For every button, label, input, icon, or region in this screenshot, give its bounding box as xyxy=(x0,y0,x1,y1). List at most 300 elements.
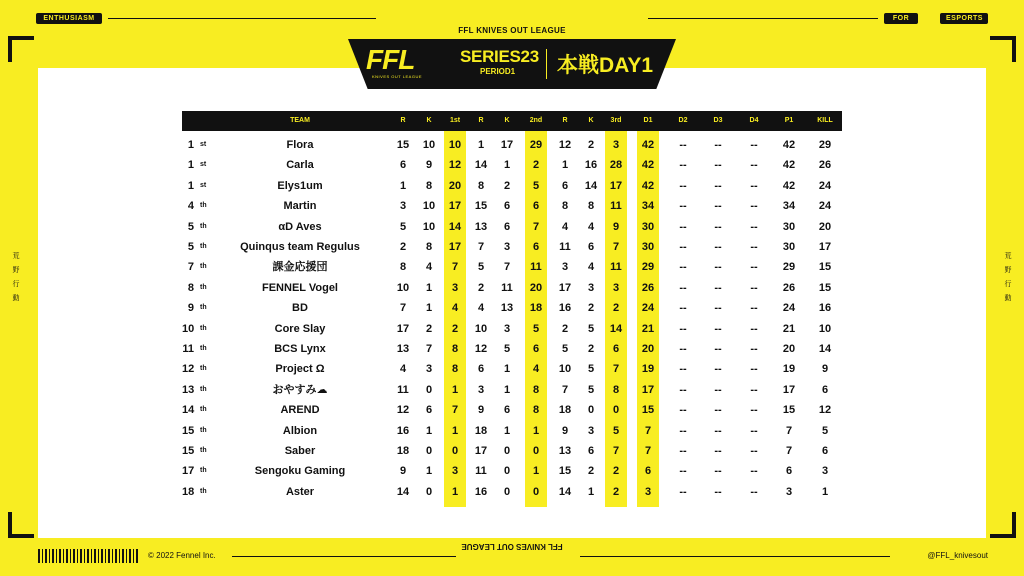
score-cell: 12 xyxy=(818,404,832,417)
score-cell: 3 xyxy=(644,485,652,498)
score-cell: 7 xyxy=(612,241,620,253)
score-cell: -- xyxy=(714,200,722,213)
table-row xyxy=(182,482,842,502)
score-cell: 24 xyxy=(818,179,832,192)
score-cell: 11 xyxy=(397,383,409,396)
score-cell: 6 xyxy=(503,220,511,233)
barcode-graphic xyxy=(38,549,138,563)
score-cell: 1 xyxy=(477,139,485,151)
score-cell: 4 xyxy=(587,220,595,233)
table-row xyxy=(182,461,842,481)
rank-suffix: th xyxy=(200,406,207,414)
score-cell: 21 xyxy=(782,322,796,335)
score-cell: 1 xyxy=(503,363,511,376)
score-cell: 2 xyxy=(561,322,569,335)
rank-number: 12 xyxy=(182,363,195,376)
tag-esports: ESPORTS xyxy=(940,13,988,24)
table-row xyxy=(182,359,842,379)
score-cell: 4 xyxy=(587,261,595,274)
rank-suffix: st xyxy=(200,181,207,189)
score-cell: 2 xyxy=(451,322,459,335)
team-name: Core Slay xyxy=(274,322,326,335)
score-cell: 0 xyxy=(503,485,511,498)
corner-bracket-bottom-right xyxy=(990,512,1016,538)
team-name: BD xyxy=(292,302,308,315)
score-cell: 4 xyxy=(425,261,433,274)
score-cell: 3 xyxy=(612,281,620,294)
table-row xyxy=(182,176,842,196)
score-cell: 5 xyxy=(612,424,620,437)
score-cell: 18 xyxy=(474,424,488,437)
score-cell: 0 xyxy=(425,383,433,396)
score-cell: -- xyxy=(679,200,687,213)
score-cell: 9 xyxy=(612,220,620,233)
rank-suffix: th xyxy=(200,345,207,352)
score-cell: 20 xyxy=(782,343,796,355)
table-row xyxy=(182,257,842,277)
score-cell: 16 xyxy=(584,159,598,172)
score-cell: 5 xyxy=(821,424,829,437)
score-cell: 2 xyxy=(532,159,540,172)
score-cell: 2 xyxy=(503,179,511,192)
score-cell: 11 xyxy=(610,200,622,213)
score-cell: 2 xyxy=(587,465,595,478)
score-cell: 9 xyxy=(821,363,829,376)
score-cell: -- xyxy=(750,363,758,376)
score-cell: 6 xyxy=(561,179,569,192)
score-cell: 18 xyxy=(529,302,543,315)
score-cell: 3 xyxy=(399,200,407,213)
top-line-right xyxy=(648,18,878,19)
score-cell: 1 xyxy=(561,159,569,172)
score-cell: 1 xyxy=(532,465,540,478)
table-row xyxy=(182,421,842,441)
score-cell: 5 xyxy=(503,343,511,355)
score-cell: 10 xyxy=(422,220,436,233)
rank-suffix: st xyxy=(200,161,207,169)
day-title: 本戦DAY1 xyxy=(557,54,654,77)
score-cell: 4 xyxy=(451,302,459,315)
table-row xyxy=(182,196,842,216)
score-cell: 5 xyxy=(477,261,485,274)
side-text-left: 荒 野 行 動 xyxy=(12,253,20,302)
rank-suffix: th xyxy=(200,202,207,210)
score-cell: 3 xyxy=(612,139,620,151)
score-cell: -- xyxy=(714,179,722,192)
score-cell: 7 xyxy=(785,424,793,437)
score-cell: -- xyxy=(679,159,687,172)
score-cell: 42 xyxy=(782,139,796,151)
team-name: Quinqus team Regulus xyxy=(240,241,360,253)
score-cell: 42 xyxy=(641,179,655,192)
score-cell: 2 xyxy=(612,302,620,315)
score-cell: 24 xyxy=(818,200,832,213)
score-cell: -- xyxy=(750,302,758,315)
corner-bracket-top-right xyxy=(990,36,1016,62)
column-header: TEAM xyxy=(290,117,310,124)
score-cell: 20 xyxy=(448,179,462,192)
score-cell: 3 xyxy=(477,383,485,396)
tag-for: FOR xyxy=(884,13,918,24)
score-cell: 3 xyxy=(425,363,433,376)
column-header: P1 xyxy=(784,117,794,124)
ffl-logo-subtitle: KNIVES OUT LEAGUE xyxy=(372,74,422,79)
corner-bracket-bottom-left xyxy=(8,512,34,538)
rank-suffix: th xyxy=(200,365,207,373)
period-label: PERIOD1 xyxy=(480,67,516,76)
score-cell: -- xyxy=(714,261,722,274)
rank-number: 1 xyxy=(187,179,194,192)
score-cell: 1 xyxy=(451,485,459,498)
column-header: 3rd xyxy=(610,117,622,124)
score-cell: 6 xyxy=(821,445,829,457)
score-cell: 6 xyxy=(644,465,652,478)
score-cell: 8 xyxy=(425,179,433,192)
score-cell: 29 xyxy=(641,261,655,274)
column-header: 1st xyxy=(449,117,461,124)
score-cell: -- xyxy=(714,404,722,417)
score-cell: 0 xyxy=(503,445,511,457)
team-name: Saber xyxy=(284,445,316,457)
score-cell: 13 xyxy=(558,445,572,457)
score-cell: 8 xyxy=(532,404,540,417)
score-cell: 30 xyxy=(641,220,655,233)
score-cell: -- xyxy=(714,485,722,498)
score-cell: 15 xyxy=(818,281,832,294)
score-cell: 1 xyxy=(425,424,433,437)
team-name: Carla xyxy=(286,159,314,172)
score-cell: -- xyxy=(679,343,687,355)
score-cell: -- xyxy=(750,445,758,457)
score-cell: -- xyxy=(714,322,722,335)
score-cell: 8 xyxy=(451,343,459,355)
score-cell: -- xyxy=(679,220,687,233)
score-cell: 30 xyxy=(782,220,796,233)
column-header: D2 xyxy=(678,117,688,124)
score-cell: 3 xyxy=(503,241,511,253)
score-cell: -- xyxy=(679,445,687,457)
score-cell: 1 xyxy=(503,159,511,172)
score-cell: 6 xyxy=(477,363,485,376)
column-header: KILL xyxy=(817,117,833,124)
score-cell: 3 xyxy=(451,465,459,478)
rank-suffix: th xyxy=(200,243,207,250)
team-name: Aster xyxy=(285,485,315,498)
score-cell: 5 xyxy=(532,179,540,192)
score-cell: 16 xyxy=(396,424,410,437)
score-cell: 14 xyxy=(474,159,488,172)
score-cell: 17 xyxy=(448,200,462,213)
score-cell: 6 xyxy=(587,241,595,253)
score-cell: -- xyxy=(750,424,758,437)
score-cell: 6 xyxy=(399,159,407,172)
rank-suffix: th xyxy=(200,304,207,312)
score-cell: 15 xyxy=(818,261,832,274)
score-cell: 10 xyxy=(818,322,832,335)
score-cell: -- xyxy=(714,302,722,315)
score-cell: 1 xyxy=(451,424,459,437)
score-cell: 6 xyxy=(503,404,511,417)
rank-number: 14 xyxy=(182,404,195,417)
score-cell: 15 xyxy=(782,404,796,417)
score-cell: -- xyxy=(714,363,722,376)
score-cell: 10 xyxy=(448,139,462,151)
score-cell: 5 xyxy=(399,220,407,233)
table-row xyxy=(182,319,842,339)
score-cell: 13 xyxy=(396,343,410,355)
team-name: Elys1um xyxy=(277,179,323,192)
score-cell: 12 xyxy=(558,139,572,151)
table-header xyxy=(182,111,842,131)
team-name: Martin xyxy=(283,200,317,213)
score-cell: 30 xyxy=(782,241,796,253)
rank-number: 1 xyxy=(187,159,194,172)
score-cell: 3 xyxy=(503,322,511,335)
score-cell: 17 xyxy=(474,445,488,457)
score-cell: 3 xyxy=(451,281,459,294)
score-cell: 17 xyxy=(448,241,462,253)
rank-number: 17 xyxy=(182,465,195,478)
score-cell: -- xyxy=(750,261,758,274)
score-cell: 16 xyxy=(558,302,572,315)
score-cell: 0 xyxy=(425,485,433,498)
score-cell: -- xyxy=(714,465,722,478)
team-name: Project Ω xyxy=(275,363,325,376)
score-cell: 3 xyxy=(561,261,569,274)
score-cell: -- xyxy=(679,363,687,376)
score-cell: 29 xyxy=(529,139,543,151)
score-cell: -- xyxy=(750,159,758,172)
score-cell: 6 xyxy=(785,465,793,478)
score-cell: 2 xyxy=(612,465,620,478)
rank-number: 8 xyxy=(187,281,194,294)
score-cell: 1 xyxy=(532,424,540,437)
score-cell: 19 xyxy=(641,363,655,376)
score-cell: -- xyxy=(750,485,758,498)
team-name: BCS Lynx xyxy=(274,343,326,355)
score-cell: 6 xyxy=(821,383,829,396)
score-cell: 7 xyxy=(503,261,511,274)
team-name: 課金応援団 xyxy=(272,261,328,274)
score-cell: 6 xyxy=(503,200,511,213)
score-cell: 18 xyxy=(558,404,572,417)
column-header: D3 xyxy=(713,117,723,124)
score-cell: 30 xyxy=(641,241,655,253)
score-cell: 26 xyxy=(641,281,655,294)
team-name: Sengoku Gaming xyxy=(254,465,346,478)
top-line-left xyxy=(108,18,376,19)
score-cell: -- xyxy=(679,424,687,437)
rank-suffix: th xyxy=(200,222,207,230)
rank-number: 18 xyxy=(182,485,195,498)
score-cell: 0 xyxy=(503,465,511,478)
score-cell: 0 xyxy=(425,445,433,457)
score-cell: 0 xyxy=(587,404,595,417)
score-cell: 6 xyxy=(587,445,595,457)
score-cell: 2 xyxy=(587,139,595,151)
team-name: Flora xyxy=(286,139,314,151)
score-cell: 4 xyxy=(399,363,407,376)
score-cell: 13 xyxy=(474,220,488,233)
rank-suffix: th xyxy=(200,263,207,271)
score-cell: 2 xyxy=(425,322,433,335)
score-cell: 26 xyxy=(818,159,832,172)
score-cell: -- xyxy=(679,281,687,294)
score-cell: 7 xyxy=(399,302,407,315)
score-cell: 2 xyxy=(477,281,485,294)
score-cell: 14 xyxy=(558,485,572,498)
score-cell: 15 xyxy=(558,465,572,478)
tag-enthusiasm: ENTHUSIASM xyxy=(36,13,102,24)
score-cell: 7 xyxy=(612,363,620,376)
score-cell: 18 xyxy=(396,445,410,457)
score-cell: -- xyxy=(679,383,687,396)
score-cell: 26 xyxy=(782,281,796,294)
score-cell: 17 xyxy=(818,241,832,253)
score-cell: 7 xyxy=(425,343,433,355)
score-cell: -- xyxy=(714,343,722,355)
score-cell: 7 xyxy=(532,220,540,233)
score-cell: 5 xyxy=(587,363,595,376)
score-cell: 14 xyxy=(818,343,832,355)
score-cell: 8 xyxy=(587,200,595,213)
column-header: R xyxy=(478,117,484,124)
score-cell: -- xyxy=(679,302,687,315)
score-cell: 13 xyxy=(500,302,514,315)
rank-number: 15 xyxy=(182,445,195,457)
score-cell: -- xyxy=(750,241,758,253)
score-cell: 42 xyxy=(641,159,655,172)
score-cell: 19 xyxy=(782,363,796,376)
column-header: K xyxy=(504,117,510,124)
league-title-top: FFL KNIVES OUT LEAGUE xyxy=(458,26,566,35)
score-cell: 1 xyxy=(425,281,433,294)
column-header: 2nd xyxy=(529,117,543,124)
score-cell: 11 xyxy=(530,261,542,274)
column-header: K xyxy=(426,117,432,124)
score-cell: -- xyxy=(714,424,722,437)
score-cell: 11 xyxy=(501,281,513,294)
score-cell: 29 xyxy=(782,261,796,274)
score-cell: 7 xyxy=(477,241,485,253)
score-cell: 0 xyxy=(451,445,459,457)
corner-bracket-top-left xyxy=(8,36,34,62)
rank-suffix: th xyxy=(200,324,207,332)
rank-number: 5 xyxy=(187,220,194,233)
table-row xyxy=(182,155,842,175)
rank-suffix: th xyxy=(200,447,207,454)
score-cell: 14 xyxy=(609,322,623,335)
score-cell: 24 xyxy=(782,302,796,315)
score-cell: 9 xyxy=(477,404,485,417)
league-title-bottom: FFL KNIVES OUT LEAGUE xyxy=(461,542,563,551)
score-cell: 12 xyxy=(396,404,410,417)
score-cell: -- xyxy=(679,241,687,253)
score-cell: 0 xyxy=(612,404,620,417)
score-cell: 3 xyxy=(821,465,829,478)
rank-number: 15 xyxy=(182,424,195,437)
score-cell: 12 xyxy=(474,343,488,355)
score-cell: 8 xyxy=(612,383,620,396)
bottom-line-right xyxy=(580,556,890,557)
rank-number: 1 xyxy=(187,139,194,151)
score-cell: 15 xyxy=(396,139,410,151)
score-cell: 10 xyxy=(396,281,410,294)
team-name: AREND xyxy=(280,404,320,417)
score-cell: 12 xyxy=(448,159,462,172)
table-row xyxy=(182,380,842,400)
column-header: D1 xyxy=(643,117,653,124)
score-cell: -- xyxy=(679,465,687,478)
column-header: D4 xyxy=(749,117,759,124)
score-cell: 0 xyxy=(532,485,540,498)
rank-number: 13 xyxy=(182,383,195,396)
rank-number: 7 xyxy=(187,261,194,274)
score-cell: 1 xyxy=(587,485,595,498)
table-row xyxy=(182,217,842,237)
score-cell: 7 xyxy=(612,445,620,457)
score-cell: -- xyxy=(714,383,722,396)
score-cell: 8 xyxy=(451,363,459,376)
score-cell: 1 xyxy=(399,179,407,192)
score-cell: 11 xyxy=(610,261,622,274)
score-cell: 21 xyxy=(641,322,655,335)
table-row xyxy=(182,441,842,461)
score-cell: 10 xyxy=(422,139,436,151)
score-cell: 6 xyxy=(612,343,620,355)
score-cell: 8 xyxy=(477,179,485,192)
score-cell: 17 xyxy=(500,139,514,151)
score-cell: 6 xyxy=(532,241,540,253)
score-cell: 17 xyxy=(558,281,572,294)
score-cell: -- xyxy=(679,179,687,192)
score-cell: 3 xyxy=(785,485,793,498)
score-cell: 17 xyxy=(782,383,796,396)
score-cell: -- xyxy=(750,322,758,335)
score-cell: -- xyxy=(750,200,758,213)
score-cell: 42 xyxy=(782,159,796,172)
score-cell: 17 xyxy=(641,383,655,396)
score-cell: 8 xyxy=(425,241,433,253)
score-cell: 6 xyxy=(532,200,540,213)
score-cell: -- xyxy=(750,465,758,478)
team-name: αD Aves xyxy=(278,220,322,233)
score-cell: 17 xyxy=(609,179,623,192)
score-cell: 3 xyxy=(587,281,595,294)
rank-number: 10 xyxy=(182,322,195,335)
score-cell: 7 xyxy=(785,445,793,457)
score-cell: -- xyxy=(679,404,687,417)
rank-suffix: th xyxy=(200,283,207,291)
score-cell: 28 xyxy=(609,159,623,172)
score-cell: -- xyxy=(714,220,722,233)
column-header: R xyxy=(400,117,406,124)
score-cell: 6 xyxy=(532,343,540,355)
score-cell: 4 xyxy=(561,220,569,233)
score-cell: 0 xyxy=(532,445,540,457)
score-cell: 20 xyxy=(529,281,543,294)
score-cell: 10 xyxy=(474,322,488,335)
table-row xyxy=(182,135,842,155)
score-cell: 6 xyxy=(425,404,433,417)
social-handle: @FFL_knivesout xyxy=(927,551,988,560)
rank-number: 9 xyxy=(187,302,194,315)
score-cell: -- xyxy=(714,139,722,151)
score-cell: 42 xyxy=(782,179,796,192)
score-cell: 7 xyxy=(451,404,459,417)
score-cell: 15 xyxy=(641,404,655,417)
score-cell: 5 xyxy=(587,383,595,396)
